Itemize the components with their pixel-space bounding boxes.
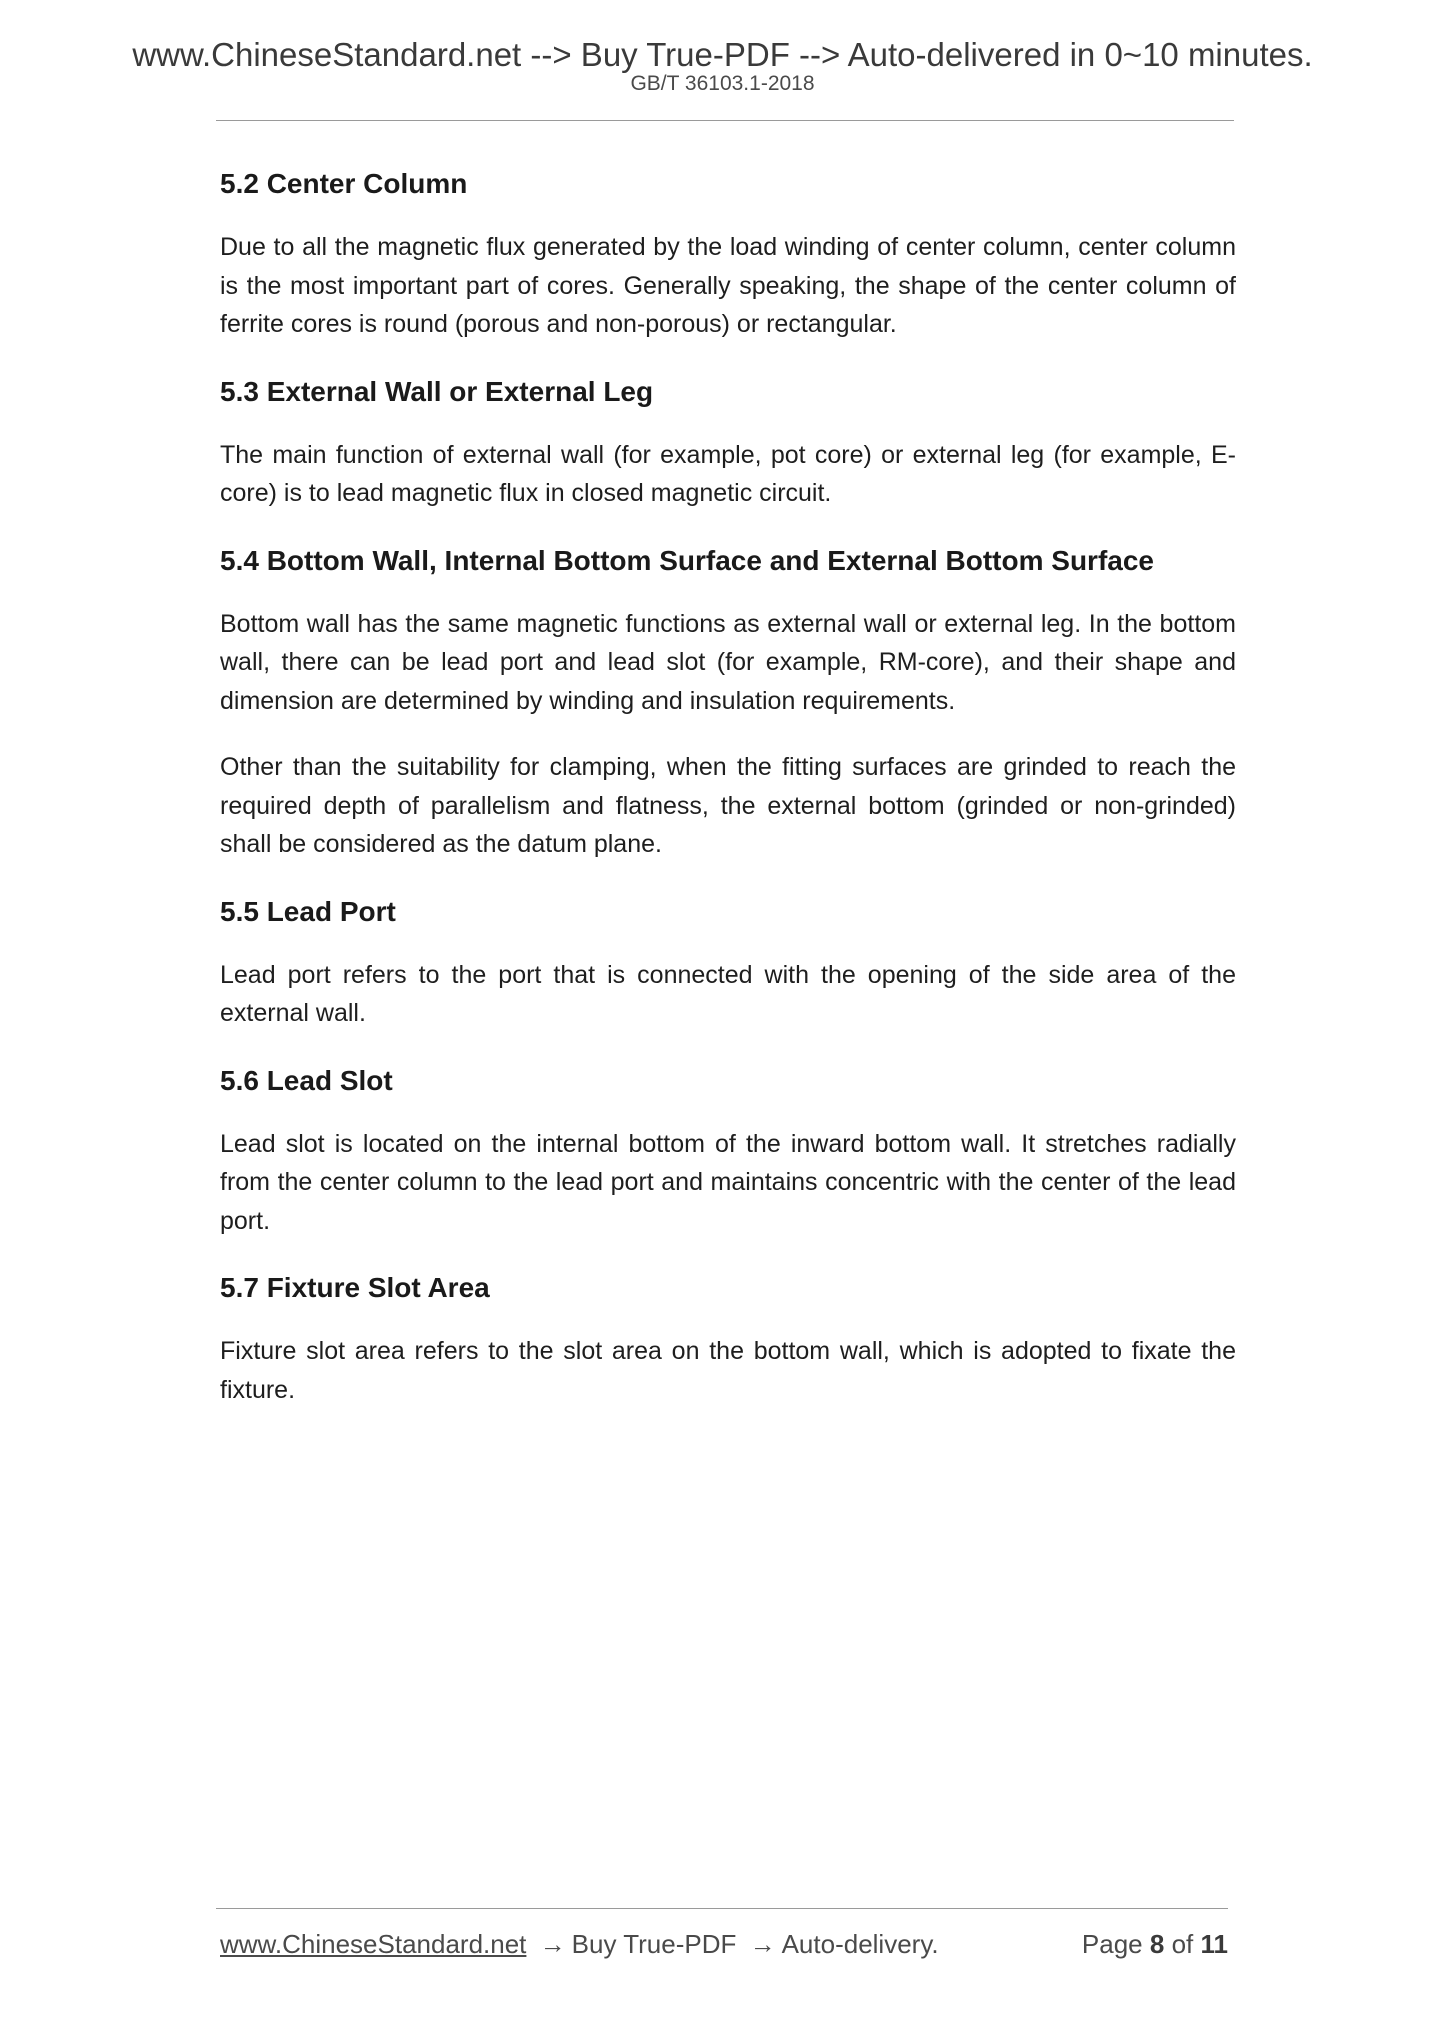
page-indicator bbox=[1082, 1924, 1228, 1964]
footer-delivery-text: Auto-delivery. bbox=[781, 1929, 939, 1959]
page-label: Page bbox=[1081, 1929, 1143, 1959]
section-heading-5-5: 5.5 Lead Port bbox=[220, 895, 396, 927]
total-pages: 11 bbox=[1200, 1929, 1228, 1959]
paragraph: Bottom wall has the same magnetic functions as external wall or external leg. In the bottom wall, there can be lead port and lead slot (for example, RM-core), and their shape and dimension are determined by winding and insulation requirements. bbox=[220, 609, 1236, 715]
arrow-right-icon: → bbox=[749, 1929, 776, 1959]
section-heading-5-2: 5.2 Center Column bbox=[220, 168, 468, 199]
document-body bbox=[220, 162, 1236, 1409]
section-heading-5-3: 5.3 External Wall or External Leg bbox=[220, 375, 654, 407]
header-divider bbox=[216, 120, 1234, 121]
paragraph: Other than the suitability for clamping, when the fitting surfaces are grinded to reach the required depth of parallelism and flatness, the external bottom (grinded or non-grinded) shall be considered as the datum plane. bbox=[220, 753, 1236, 858]
footer-divider bbox=[216, 1908, 1228, 1909]
paragraph: Due to all the magnetic flux generated by the load winding of center column, center column is the most important part of cores. Generally speaking, the shape of the center column of ferrite cores is round (porous and non-porous) or rectangular. bbox=[220, 233, 1236, 338]
paragraph: The main function of external wall (for example, pot core) or external leg (for example, E-core) is to lead magnetic flux in closed magnetic circuit. bbox=[220, 440, 1236, 507]
section-heading-5-4: 5.4 Bottom Wall, Internal Bottom Surface and External Bottom Surface bbox=[220, 544, 1154, 576]
paragraph: Lead port refers to the port that is connected with the opening of the side area of the external wall. bbox=[220, 960, 1236, 1027]
top-banner[interactable]: www.ChineseStandard.net --> Buy True-PDF --> Auto-delivered in 0~10 minutes. bbox=[132, 36, 1313, 73]
footer-promo bbox=[220, 1924, 939, 1964]
page-number: 8 bbox=[1149, 1929, 1165, 1959]
section-heading-5-7: 5.7 Fixture Slot Area bbox=[220, 1272, 490, 1303]
paragraph: Fixture slot area refers to the slot area on the bottom wall, which is adopted to fixate the fixture. bbox=[220, 1337, 1236, 1404]
paragraph: Lead slot is located on the internal bottom of the inward bottom wall. It stretches radially from the center column to the lead port and maintains concentric with the center of the lead port. bbox=[220, 1129, 1236, 1235]
footer-buy-text: Buy True-PDF bbox=[571, 1929, 737, 1959]
footer-site-link[interactable]: www.ChineseStandard.net bbox=[220, 1929, 527, 1959]
of-label: of bbox=[1171, 1929, 1194, 1959]
document-code: GB/T 36103.1-2018 bbox=[630, 72, 815, 95]
section-heading-5-6: 5.6 Lead Slot bbox=[220, 1064, 393, 1096]
arrow-right-icon: → bbox=[539, 1929, 566, 1959]
